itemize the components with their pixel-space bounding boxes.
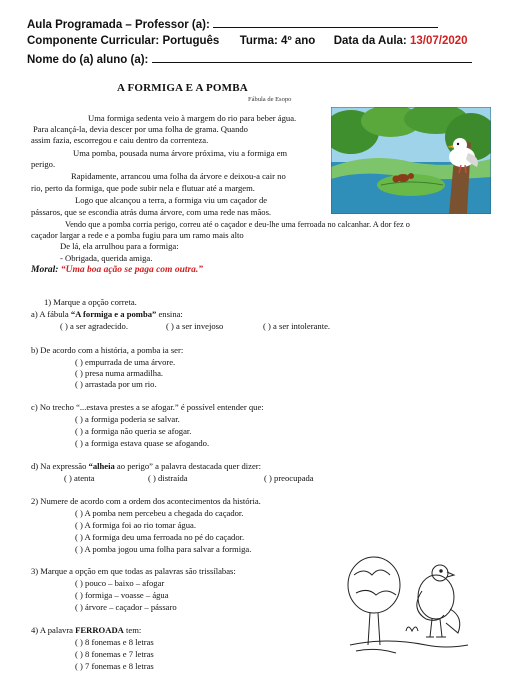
answer-option[interactable]: ( ) formiga – voasse – água	[75, 590, 169, 600]
answer-option[interactable]: ( ) 8 fonemas e 7 letras	[75, 649, 154, 659]
student-blank[interactable]	[152, 52, 472, 63]
answer-option[interactable]: ( ) a ser agradecido.	[60, 321, 128, 331]
moral	[31, 265, 203, 275]
answer-option[interactable]: ( ) a formiga não queria se afogar.	[75, 426, 192, 436]
pigeon-drawing	[346, 553, 472, 659]
question-d-bold: “alheia	[88, 461, 115, 471]
student-label: Nome do (a) aluno (a):	[27, 54, 149, 66]
fable-title: A FORMIGA E A POMBA	[117, 82, 248, 94]
question-3-stem: 3) Marque a opção em que todas as palavras são trissílabas:	[31, 566, 236, 576]
fable-line: Logo que alcançou a terra, a formiga viu um caçador de	[75, 195, 268, 205]
question-c-stem: c) No trecho “...estava prestes a se afogar.” é possível entender que:	[31, 402, 264, 412]
fable-line: Para alcançá-la, devia descer por uma folha de grama. Quando	[33, 124, 248, 134]
fable-line: De lá, ela arrulhou para a formiga:	[60, 241, 179, 251]
fable-line: Uma pomba, pousada numa árvore próxima, viu a formiga em	[73, 148, 288, 158]
moral-quote: “Uma boa ação se paga com outra.”	[60, 265, 204, 275]
answer-option[interactable]: ( ) a formiga estava quase se afogando.	[75, 438, 210, 448]
subject-line	[27, 35, 468, 47]
fable-line: rio, perto da formiga, que pode subir nela e flutuar até a margem.	[31, 183, 255, 193]
subject-label: Componente Curricular: Português	[27, 35, 220, 47]
date-value: 13/07/2020	[409, 35, 468, 47]
answer-option[interactable]: ( ) a formiga poderia se salvar.	[75, 414, 180, 424]
answer-option[interactable]: ( ) empurrada de uma árvore.	[75, 357, 176, 367]
question-b-stem: b) De acordo com a história, a pomba ia ser:	[31, 345, 184, 355]
fable-subtitle: Fábula de Esopo	[248, 96, 292, 103]
teacher-label: Aula Programada – Professor (a):	[27, 19, 210, 31]
question-4-stem: 4) A palavra FERROADA tem:	[31, 625, 142, 635]
answer-option[interactable]: ( ) pouco – baixo – afogar	[75, 578, 165, 588]
answer-option[interactable]: ( ) árvore – caçador – pássaro	[75, 602, 177, 612]
fable-line: Vendo que a pomba corria perigo, correu até o caçador e deu-lhe uma ferroada no calcanhar. A dor fez o	[65, 220, 410, 229]
teacher-blank[interactable]	[213, 17, 438, 28]
class-label: Turma: 4º ano	[239, 35, 316, 47]
answer-option[interactable]: ( ) 7 fonemas e 8 letras	[75, 661, 154, 671]
fable-line: - Obrigada, querida amiga.	[60, 253, 153, 263]
fable-line: assim fazia, escorregou e caiu dentro da correnteza.	[31, 135, 209, 145]
answer-option[interactable]: ( ) presa numa armadilha.	[75, 368, 164, 378]
fable-line: caçador largar a rede e a pomba fugiu para um ramo mais alto	[31, 230, 244, 240]
teacher-line	[27, 17, 438, 31]
fable-line: Rapidamente, arrancou uma folha da árvore e deixou-a cair no	[71, 171, 286, 181]
question-4-bold: FERROADA	[75, 625, 124, 635]
answer-option[interactable]: ( ) A formiga deu uma ferroada no pé do caçador.	[75, 532, 245, 542]
answer-option[interactable]: ( ) a ser intolerante.	[263, 321, 331, 331]
question-a-stem: a) A fábula “A formiga e a pomba” ensina:	[31, 309, 183, 319]
answer-option[interactable]: ( ) preocupada	[264, 473, 314, 483]
moral-label: Moral:	[31, 265, 59, 275]
fable-line: Uma formiga sedenta veio à margem do rio para beber água.	[88, 113, 297, 123]
question-intro: 1) Marque a opção correta.	[44, 297, 137, 307]
student-line	[27, 52, 472, 66]
answer-option[interactable]: ( ) A pomba jogou uma folha para salvar a formiga.	[75, 544, 252, 554]
answer-option[interactable]: ( ) arrastada por um rio.	[75, 379, 157, 389]
question-d-stem: d) Na expressão “alheia ao perigo” a palavra destacada quer dizer:	[31, 461, 262, 471]
question-a-bold: “A formiga e a pomba”	[70, 309, 157, 319]
answer-option[interactable]: ( ) A formiga foi ao rio tomar água.	[75, 520, 196, 530]
question-2-stem: 2) Numere de acordo com a ordem dos acontecimentos da história.	[31, 496, 261, 506]
answer-option[interactable]: ( ) atenta	[64, 473, 95, 483]
date-label: Data da Aula:	[333, 35, 407, 47]
fable-line: perigo.	[31, 159, 56, 169]
answer-option[interactable]: ( ) a ser invejoso	[166, 321, 224, 331]
answer-option[interactable]: ( ) A pomba nem percebeu a chegada do caçador.	[75, 508, 244, 518]
fable-line: pássaros, que se escondia atrás duma árvore, com uma rede nas mãos.	[31, 207, 272, 217]
answer-option[interactable]: ( ) 8 fonemas e 8 letras	[75, 637, 154, 647]
fable-illustration	[331, 107, 491, 214]
answer-option[interactable]: ( ) distraída	[148, 473, 188, 483]
